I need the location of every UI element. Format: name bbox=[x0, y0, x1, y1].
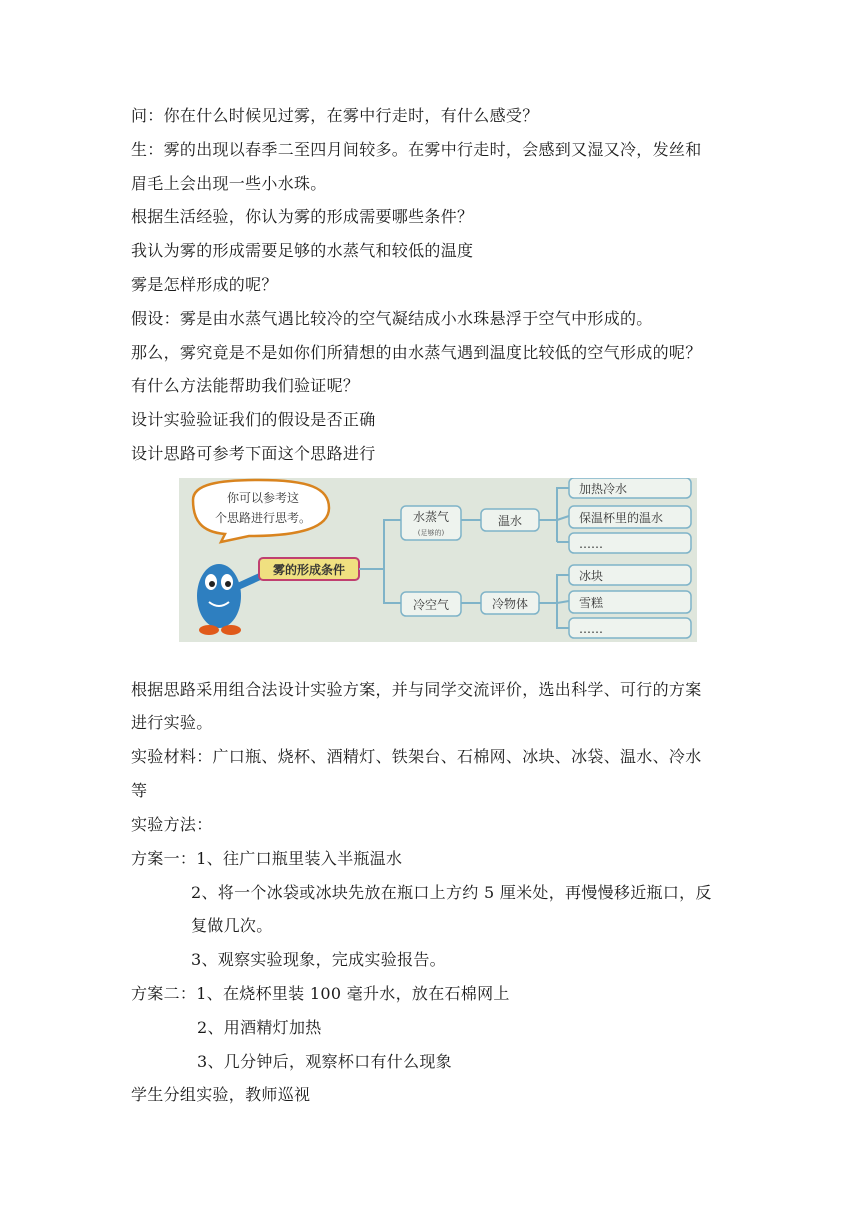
text-line: 有什么方法能帮助我们验证呢？ bbox=[131, 376, 360, 395]
branch-vapor-label: 水蒸气 bbox=[412, 510, 450, 524]
text-line: 3、几分钟后，观察杯口有什么现象 bbox=[197, 1052, 452, 1071]
text-line: 根据生活经验，你认为雾的形成需要哪些条件？ bbox=[131, 207, 474, 226]
speech-line-2: 个思路进行思考。 bbox=[214, 511, 312, 525]
leaf-label: 雪糕 bbox=[579, 596, 604, 610]
text-line: 实验方法： bbox=[131, 815, 213, 834]
text-line: 问：你在什么时候见过雾，在雾中行走时，有什么感受？ bbox=[131, 106, 539, 125]
text-line: 等 bbox=[131, 781, 148, 800]
text-line: 眉毛上会出现一些小水珠。 bbox=[131, 174, 327, 193]
speech-line-1: 你可以参考这 bbox=[226, 491, 300, 505]
text-line: 雾是怎样形成的呢？ bbox=[131, 275, 278, 294]
leaf-label: …… bbox=[579, 622, 603, 636]
leaf-label: 冰块 bbox=[579, 569, 604, 583]
branch-vapor-note: (足够的) bbox=[417, 529, 445, 537]
mid-cold-object-label: 冷物体 bbox=[491, 597, 529, 611]
text-line: 进行实验。 bbox=[131, 713, 213, 732]
text-line: 设计实验验证我们的假设是否正确 bbox=[131, 410, 376, 429]
text-line: 方案二：1、在烧杯里装 100 毫升水，放在石棉网上 bbox=[131, 984, 510, 1003]
text-line: 3、观察实验现象，完成实验报告。 bbox=[191, 950, 446, 969]
text-line: 实验材料：广口瓶、烧杯、酒精灯、铁架台、石棉网、冰块、冰袋、温水、冷水 bbox=[131, 747, 702, 766]
speech-bubble bbox=[193, 480, 329, 542]
leaf-label: 保温杯里的温水 bbox=[579, 511, 664, 525]
fog-conditions-diagram bbox=[179, 478, 697, 642]
text-line: 我认为雾的形成需要足够的水蒸气和较低的温度 bbox=[131, 241, 474, 260]
mid-warm-water-label: 温水 bbox=[497, 514, 523, 528]
mascot-icon bbox=[197, 564, 261, 635]
text-line: 2、用酒精灯加热 bbox=[197, 1018, 322, 1037]
text-line: 设计思路可参考下面这个思路进行 bbox=[131, 444, 376, 463]
text-line: 方案一：1、往广口瓶里装入半瓶温水 bbox=[131, 849, 403, 868]
text-line: 根据思路采用组合法设计实验方案，并与同学交流评价，选出科学、可行的方案 bbox=[131, 680, 702, 699]
text-line: 学生分组实验，教师巡视 bbox=[131, 1085, 311, 1104]
leaf-label: 加热冷水 bbox=[579, 482, 628, 496]
text-line: 生：雾的出现以春季二至四月间较多。在雾中行走时，会感到又湿又冷，发丝和 bbox=[131, 140, 702, 159]
text-line: 复做几次。 bbox=[191, 916, 273, 935]
text-line: 假设：雾是由水蒸气遇比较冷的空气凝结成小水珠悬浮于空气中形成的。 bbox=[131, 309, 653, 328]
text-line: 那么，雾究竟是不是如你们所猜想的由水蒸气遇到温度比较低的空气形成的呢？ bbox=[131, 343, 702, 362]
center-label: 雾的形成条件 bbox=[272, 563, 346, 577]
text-line: 2、将一个冰袋或冰块先放在瓶口上方约 5 厘米处，再慢慢移近瓶口，反 bbox=[191, 883, 712, 902]
leaf-label: …… bbox=[579, 537, 603, 551]
branch-cold-air-label: 冷空气 bbox=[412, 598, 450, 612]
